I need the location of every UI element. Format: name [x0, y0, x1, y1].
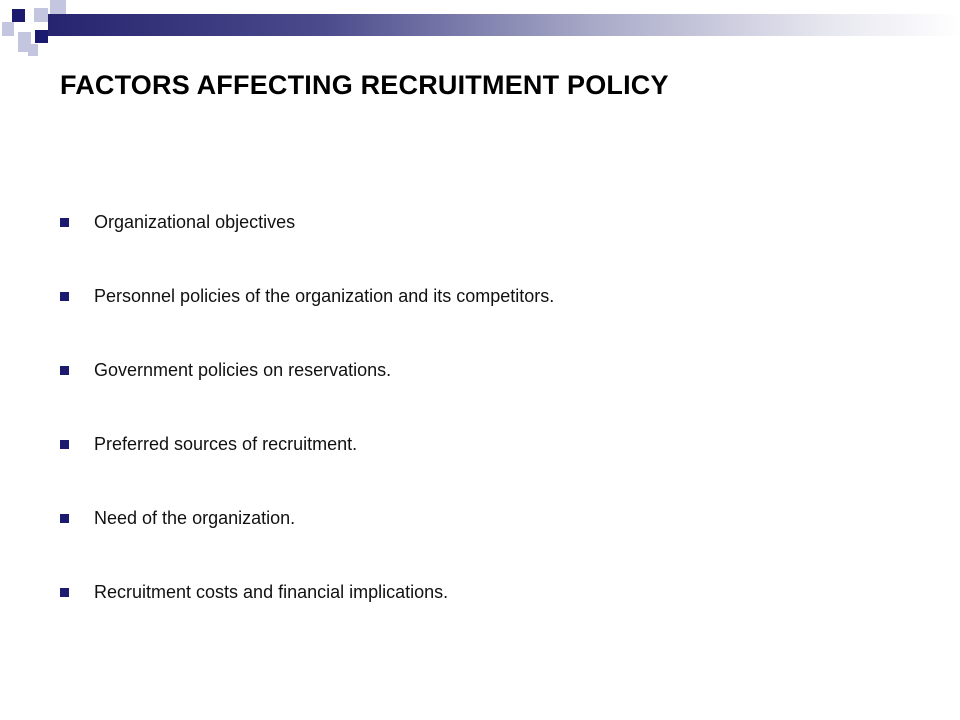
deco-square [12, 9, 25, 22]
square-bullet-icon [60, 588, 69, 597]
square-bullet-icon [60, 514, 69, 523]
slide-title: FACTORS AFFECTING RECRUITMENT POLICY [60, 70, 669, 100]
bullet-text: Recruitment costs and financial implications. [94, 582, 449, 602]
list-item [60, 422, 554, 496]
bullet-text: Personnel policies of the organization and its competitors. [94, 286, 555, 306]
list-item [60, 496, 554, 570]
bullet-text: Organizational objectives [94, 212, 296, 232]
deco-square [35, 30, 48, 43]
header-gradient-bar [48, 14, 960, 36]
deco-square [34, 8, 48, 22]
square-bullet-icon [60, 366, 69, 375]
deco-square [2, 22, 14, 36]
list-item [60, 348, 554, 422]
list-item [60, 570, 554, 644]
list-item [60, 200, 554, 274]
bullet-text: Need of the organization. [94, 508, 296, 528]
bullet-text: Preferred sources of recruitment. [94, 434, 358, 454]
deco-square [50, 0, 66, 14]
bullet-text: Government policies on reservations. [94, 360, 392, 380]
square-bullet-icon [60, 218, 69, 227]
bullet-list [60, 200, 554, 644]
deco-square [28, 44, 38, 56]
square-bullet-icon [60, 292, 69, 301]
square-bullet-icon [60, 440, 69, 449]
list-item [60, 274, 554, 348]
